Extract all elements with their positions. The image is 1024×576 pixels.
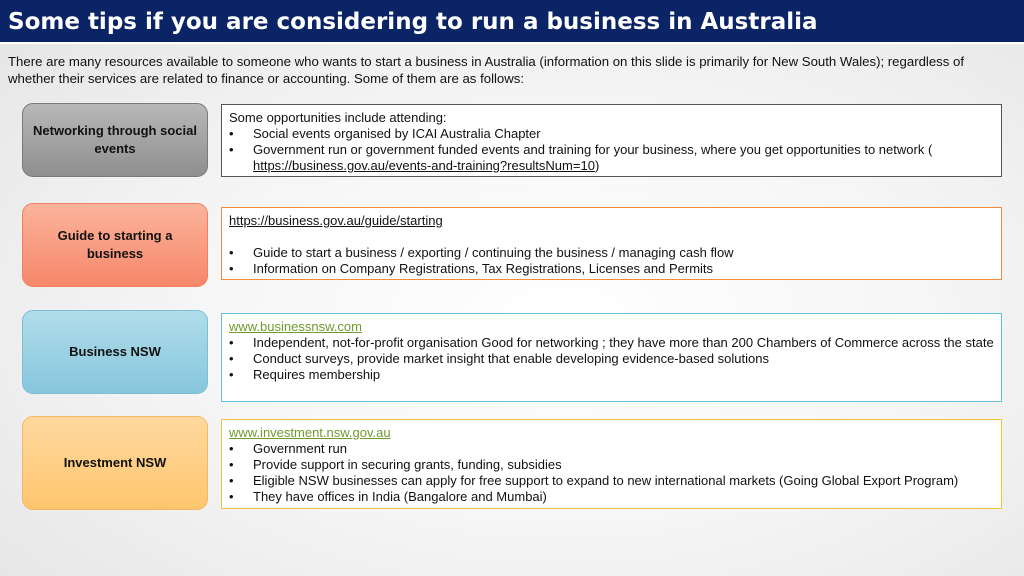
networking-label: Networking through social events: [22, 103, 208, 177]
business-nsw-label: Business NSW: [22, 310, 208, 394]
list-item: • Eligible NSW businesses can apply for free support to expand to new international markets (Going Global Export Program): [229, 473, 994, 489]
networking-bullets: [229, 126, 994, 174]
list-item: • Information on Company Registrations, Tax Registrations, Licenses and Permits: [229, 261, 994, 277]
investment-nsw-details: [221, 419, 1002, 509]
list-item: • Requires membership: [229, 367, 994, 383]
investment-nsw-label: Investment NSW: [22, 416, 208, 510]
list-item: • They have offices in India (Bangalore and Mumbai): [229, 489, 994, 505]
business-nsw-bullets: [229, 335, 994, 383]
business-nsw-link[interactable]: www.businessnsw.com: [229, 319, 362, 334]
list-item: • Provide support in securing grants, funding, subsidies: [229, 457, 994, 473]
list-item-text: Government run or government funded events and training for your business, where you get opportunities to network (: [253, 142, 933, 157]
networking-details: [221, 104, 1002, 177]
guide-starting-link[interactable]: https://business.gov.au/guide/starting: [229, 213, 443, 228]
slide-title: Some tips if you are considering to run a business in Australia: [0, 0, 1024, 44]
business-nsw-details: [221, 313, 1002, 402]
guide-label: Guide to starting a business: [22, 203, 208, 287]
link-suffix: ): [594, 158, 600, 173]
list-item: • Conduct surveys, provide market insight that enable developing evidence-based solutions: [229, 351, 994, 367]
list-item: [229, 142, 994, 174]
guide-bullets: [229, 245, 994, 277]
networking-lead: Some opportunities include attending:: [229, 110, 447, 125]
investment-nsw-link[interactable]: www.investment.nsw.gov.au: [229, 425, 391, 440]
list-item: • Independent, not-for-profit organisation Good for networking ; they have more than 200 Chambers of Commerce across the state: [229, 335, 994, 351]
list-item: • Social events organised by ICAI Australia Chapter: [229, 126, 994, 142]
list-item: • Guide to start a business / exporting / continuing the business / managing cash flow: [229, 245, 994, 261]
intro-text: There are many resources available to someone who wants to start a business in Australia (information on this slide is primarily for New South Wales); regardless of whether their services are related to finance or accounting. Some of them are as follows:: [8, 54, 965, 86]
events-training-link[interactable]: https://business.gov.au/events-and-training?resultsNum=10: [253, 158, 595, 173]
guide-details: [221, 207, 1002, 280]
investment-nsw-bullets: [229, 441, 994, 505]
list-item: • Government run: [229, 441, 994, 457]
